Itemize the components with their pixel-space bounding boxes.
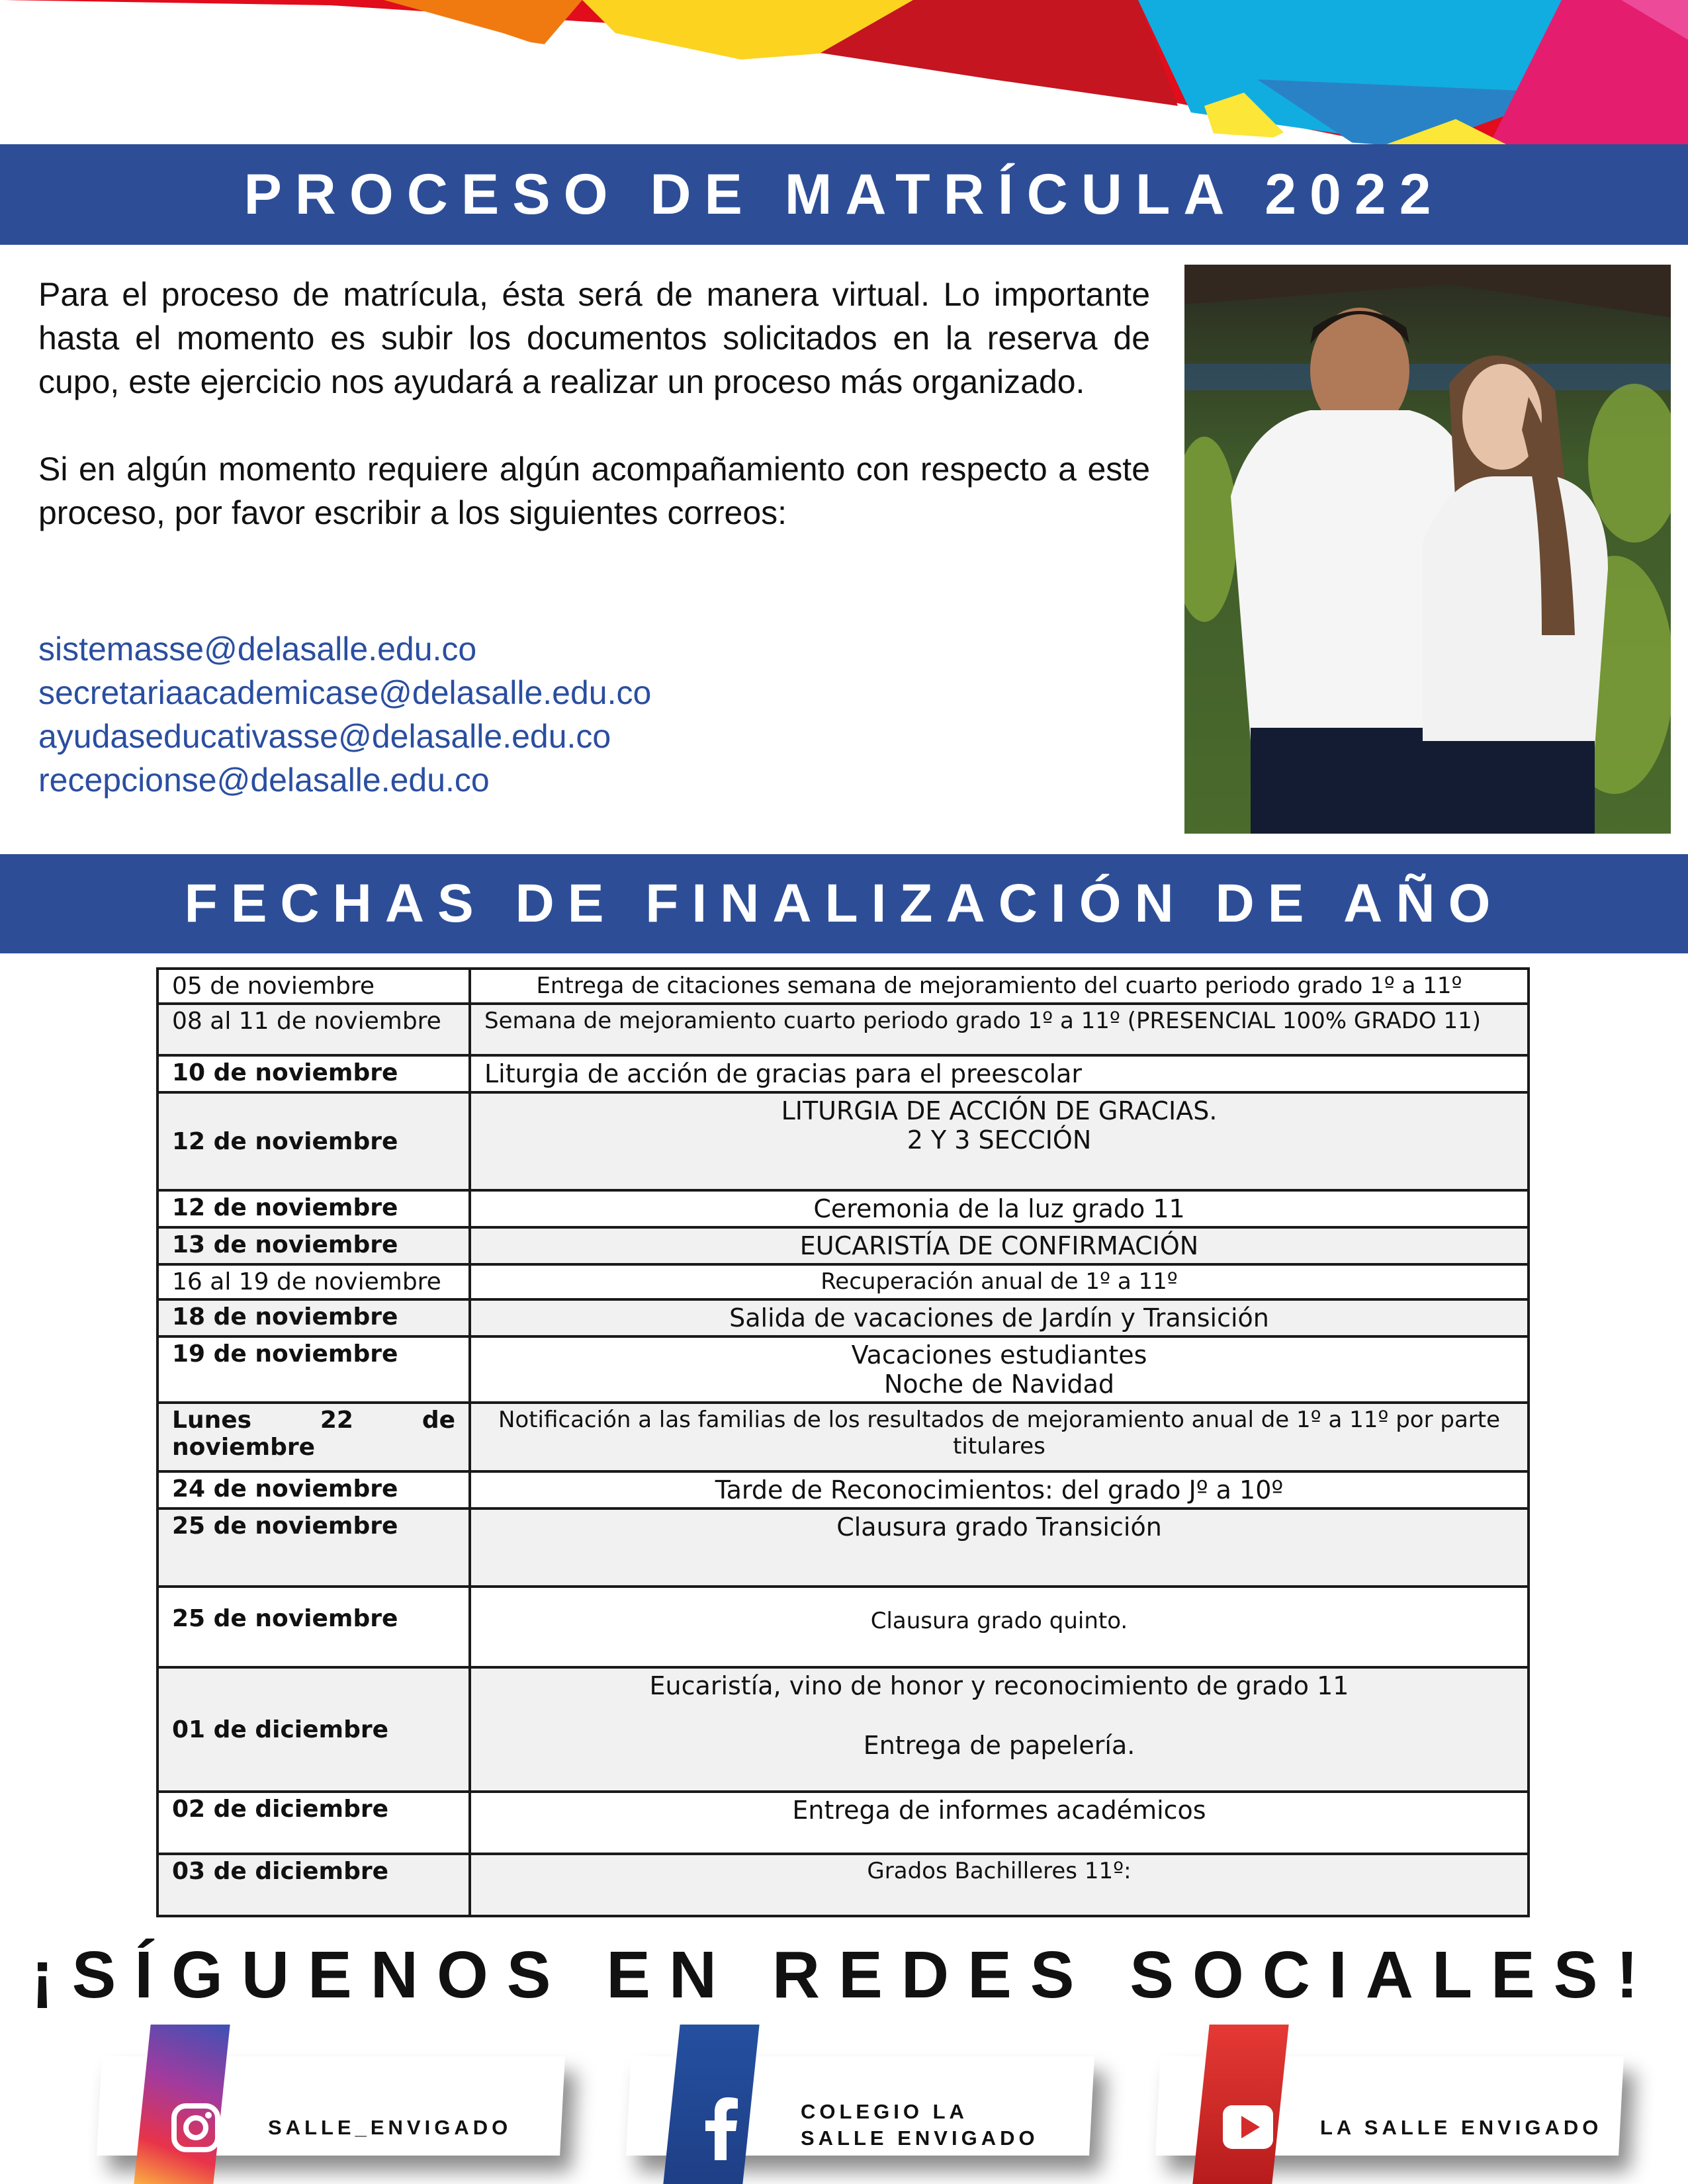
email-link[interactable]: secretariaacademicase@delasalle.edu.co — [38, 674, 652, 711]
email-link[interactable]: ayudaseducativasse@delasalle.edu.co — [38, 718, 611, 755]
event-cell: Tarde de Reconocimientos: del grado Jº a 10º — [470, 1471, 1529, 1508]
event-cell: Liturgia de acción de gracias para el preescolar — [470, 1055, 1529, 1092]
date-cell: 19 de noviembre — [157, 1336, 470, 1403]
event-spacer — [484, 1700, 1514, 1731]
table-row — [157, 1092, 1529, 1190]
social-instagram[interactable] — [79, 2025, 569, 2184]
social-facebook[interactable] — [609, 2025, 1098, 2184]
social-label: SALLE_ENVIGADO — [268, 2116, 512, 2139]
social-label: LA SALLE ENVIGADO — [1320, 2116, 1603, 2139]
intro-text — [38, 273, 1150, 535]
follow-us-heading: ¡SÍGUENOS EN REDES SOCIALES! — [31, 1938, 1657, 2012]
event-cell: Notificación a las familias de los resultados de mejoramiento anual de 1º a 11º por parte titulares — [470, 1403, 1529, 1471]
date-cell: 01 de diciembre — [157, 1667, 470, 1792]
date-cell: 05 de noviembre — [157, 969, 470, 1004]
table-row — [157, 1004, 1529, 1055]
social-label: COLEGIO LA SALLE ENVIGADO — [801, 2100, 1039, 2150]
date-cell: 10 de noviembre — [157, 1055, 470, 1092]
table-row — [157, 1264, 1529, 1299]
email-link[interactable]: recepcionse@delasalle.edu.co — [38, 762, 490, 799]
date-cell: 18 de noviembre — [157, 1299, 470, 1336]
table-row — [157, 1587, 1529, 1667]
event-line: Vacaciones estudiantes — [851, 1340, 1147, 1370]
table-row — [157, 969, 1529, 1004]
instagram-icon — [171, 2103, 221, 2156]
page-title: PROCESO DE MATRÍCULA 2022 — [0, 144, 1688, 245]
event-line: Eucaristía, vino de honor y reconocimiento de grado 11 — [649, 1671, 1349, 1700]
event-cell: Entrega de informes académicos — [470, 1792, 1529, 1854]
event-line: LITURGIA DE ACCIÓN DE GRACIAS. — [781, 1096, 1218, 1125]
section-title: FECHAS DE FINALIZACIÓN DE AÑO — [0, 854, 1688, 953]
table-row — [157, 1227, 1529, 1264]
date-cell: 12 de noviembre — [157, 1190, 470, 1227]
date-cell: 12 de noviembre — [157, 1092, 470, 1190]
event-cell: Recuperación anual de 1º a 11º — [470, 1264, 1529, 1299]
event-cell — [470, 1092, 1529, 1190]
event-cell: Ceremonia de la luz grado 11 — [470, 1190, 1529, 1227]
table-row — [157, 1854, 1529, 1916]
date-cell: Lunes 22 de noviembre — [157, 1403, 470, 1471]
table-row — [157, 1190, 1529, 1227]
event-cell — [470, 1336, 1529, 1403]
table-row — [157, 1299, 1529, 1336]
event-cell — [470, 1667, 1529, 1792]
date-cell: 02 de diciembre — [157, 1792, 470, 1854]
date-cell: 24 de noviembre — [157, 1471, 470, 1508]
event-cell: Grados Bachilleres 11º: — [470, 1854, 1529, 1916]
table-row — [157, 1792, 1529, 1854]
date-cell: 03 de diciembre — [157, 1854, 470, 1916]
email-list — [38, 627, 651, 802]
event-cell: EUCARISTÍA DE CONFIRMACIÓN — [470, 1227, 1529, 1264]
event-cell: Salida de vacaciones de Jardín y Transición — [470, 1299, 1529, 1336]
youtube-icon — [1222, 2104, 1274, 2154]
table-row — [157, 1336, 1529, 1403]
table-row — [157, 1055, 1529, 1092]
date-cell: 16 al 19 de noviembre — [157, 1264, 470, 1299]
date-cell: 08 al 11 de noviembre — [157, 1004, 470, 1055]
event-cell: Clausura grado Transición — [470, 1508, 1529, 1587]
table-row — [157, 1471, 1529, 1508]
date-cell: 25 de noviembre — [157, 1508, 470, 1587]
table-row — [157, 1667, 1529, 1792]
social-youtube[interactable] — [1138, 2025, 1641, 2184]
event-line: Entrega de papelería. — [863, 1731, 1135, 1760]
event-cell: Entrega de citaciones semana de mejoramiento del cuarto periodo grado 1º a 11º — [470, 969, 1529, 1004]
top-decorative-banner — [0, 0, 1688, 146]
intro-paragraph-2: Si en algún momento requiere algún acompañamiento con respecto a este proceso, por favor escribir a los siguientes correos: — [38, 451, 1150, 531]
students-photo — [1184, 265, 1671, 834]
event-line: Noche de Navidad — [884, 1370, 1114, 1399]
date-cell: 13 de noviembre — [157, 1227, 470, 1264]
event-line: 2 Y 3 SECCIÓN — [907, 1125, 1092, 1155]
date-cell: 25 de noviembre — [157, 1587, 470, 1667]
table-row — [157, 1403, 1529, 1471]
table-row — [157, 1508, 1529, 1587]
intro-paragraph-1: Para el proceso de matrícula, ésta será de manera virtual. Lo importante hasta el momento es subir los documentos solicitados en la reserva de cupo, este ejercicio nos ayudará a realizar un proceso más organizado. — [38, 276, 1150, 400]
event-cell: Clausura grado quinto. — [470, 1587, 1529, 1667]
email-link[interactable]: sistemasse@delasalle.edu.co — [38, 631, 477, 668]
schedule-table — [156, 967, 1530, 1917]
facebook-icon — [701, 2094, 741, 2163]
event-cell: Semana de mejoramiento cuarto periodo grado 1º a 11º (PRESENCIAL 100% GRADO 11) — [470, 1004, 1529, 1055]
